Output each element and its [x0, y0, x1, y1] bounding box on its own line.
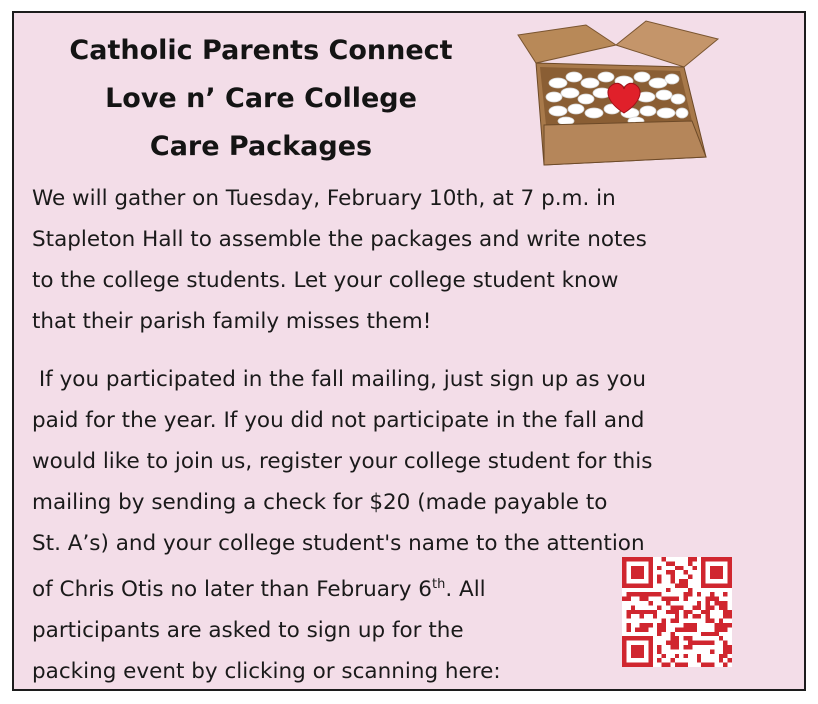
flyer — [12, 11, 806, 691]
paragraph-line: St. A’s) and your college student's name to the attention — [32, 531, 645, 556]
deadline-text: of Chris Otis no later than February 6 — [32, 577, 432, 603]
title-line-2: Love n’ Care College — [105, 83, 417, 114]
care-package-box-icon — [496, 17, 734, 171]
paragraph-line: paid for the year. If you did not participate in the fall and — [32, 408, 645, 433]
paragraph-line: Stapleton Hall to assemble the packages and write notes — [32, 227, 647, 252]
paragraph-line: packing event by clicking or scanning here: — [32, 659, 501, 685]
title-line-3: Care Packages — [149, 131, 373, 162]
paragraph-line: that their parish family misses them! — [32, 309, 432, 334]
deadline-ordinal: th — [431, 577, 446, 592]
paragraph-line: If you participated in the fall mailing, just sign up as you — [32, 367, 646, 392]
deadline-tail: . All — [445, 577, 486, 603]
title-line-1: Catholic Parents Connect — [69, 35, 453, 66]
paragraph-line: We will gather on Tuesday, February 10th, at 7 p.m. in — [32, 186, 616, 211]
page-title — [36, 27, 486, 171]
paragraph-line: mailing by sending a check for $20 (made payable to — [32, 490, 608, 515]
paragraph-line: to the college students. Let your college student know — [32, 268, 619, 293]
event-paragraph — [32, 178, 802, 342]
qr-code-icon[interactable] — [622, 557, 732, 667]
paragraph-line: would like to join us, register your college student for this — [32, 449, 653, 474]
paragraph-line: participants are asked to sign up for the — [32, 618, 464, 644]
